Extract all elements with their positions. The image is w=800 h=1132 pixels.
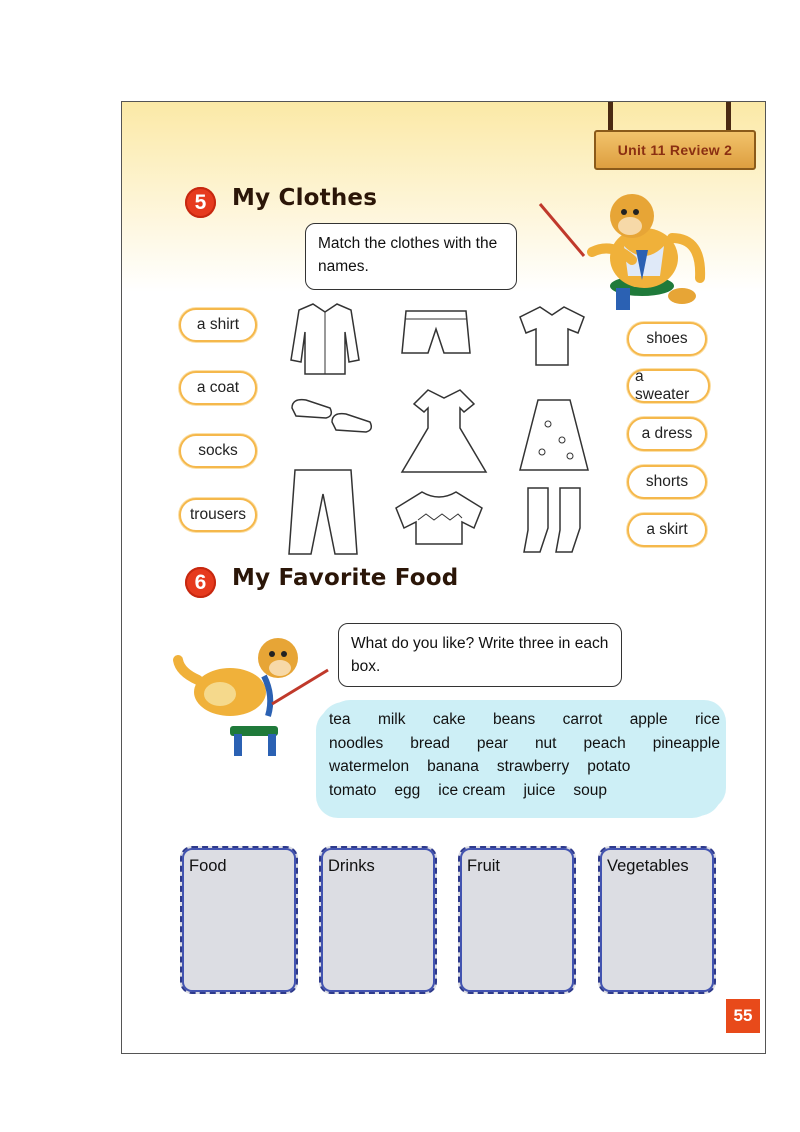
label-a-skirt: a skirt [627, 513, 707, 547]
box-label: Drinks [328, 857, 375, 875]
food-word: egg [394, 781, 421, 799]
instruction-text: Match the clothes with the names. [318, 235, 498, 275]
label-a-sweater: a sweater [627, 369, 710, 403]
section-number: 6 [185, 567, 216, 598]
section-title: My Clothes [232, 185, 378, 211]
monkey-teacher-icon [532, 188, 712, 318]
dress-picture [398, 384, 490, 480]
box-label: Food [189, 857, 227, 875]
word-bank-line [329, 755, 724, 779]
food-word: beans [493, 711, 536, 728]
sweater-picture [390, 486, 488, 550]
workbook-page [121, 101, 766, 1054]
sign-post [726, 101, 731, 132]
shorts-picture [400, 305, 472, 361]
food-word: watermelon [329, 758, 410, 775]
food-word: bread [410, 734, 450, 752]
food-word: rice [695, 711, 720, 728]
label-shoes: shoes [627, 322, 707, 356]
food-word: soup [573, 781, 607, 799]
section-title: My Favorite Food [232, 565, 459, 591]
label-trousers: trousers [179, 498, 257, 532]
word-bank-line [329, 708, 724, 732]
food-word: juice [523, 781, 556, 799]
label-a-shirt: a shirt [179, 308, 257, 342]
sign-post [608, 101, 613, 132]
unit-sign: Unit 11 Review 2 [594, 130, 756, 170]
word-bank-line [329, 779, 724, 803]
food-word: potato [587, 758, 631, 775]
label-a-dress: a dress [627, 417, 707, 451]
vegetables-box[interactable] [598, 846, 716, 994]
food-word: tomato [329, 781, 377, 799]
food-word: noodles [329, 734, 384, 752]
food-word: nut [534, 734, 557, 752]
instruction-text: What do you like? Write three in each box. [351, 635, 609, 675]
instruction-bubble [305, 223, 517, 290]
socks-picture [514, 482, 594, 558]
food-word: ice cream [438, 781, 506, 799]
food-word: carrot [562, 711, 603, 728]
box-label: Fruit [467, 857, 500, 875]
trousers-picture [285, 466, 365, 558]
shoes-picture [288, 392, 378, 440]
food-box[interactable] [180, 846, 298, 994]
food-word: pineapple [652, 734, 720, 752]
section-number: 5 [185, 187, 216, 218]
instruction-bubble [338, 623, 622, 687]
label-a-coat: a coat [179, 371, 257, 405]
food-word: strawberry [496, 758, 570, 775]
word-bank-line [329, 732, 724, 756]
food-word: peach [583, 734, 626, 752]
food-word: tea [329, 711, 351, 728]
box-label: Vegetables [607, 857, 689, 875]
food-word: milk [377, 711, 406, 728]
food-word: cake [432, 711, 466, 728]
food-word: pear [476, 734, 508, 752]
fruit-box[interactable] [458, 846, 576, 994]
label-shorts: shorts [627, 465, 707, 499]
shirt-picture [510, 301, 594, 369]
page-number: 55 [726, 999, 760, 1033]
word-bank [329, 708, 724, 802]
drinks-box[interactable] [319, 846, 437, 994]
label-socks: socks [179, 434, 257, 468]
food-word: banana [427, 758, 479, 775]
food-word: apple [629, 711, 668, 728]
monkey-reclining-icon [168, 630, 338, 760]
coat-picture [285, 298, 365, 378]
skirt-picture [518, 394, 590, 476]
